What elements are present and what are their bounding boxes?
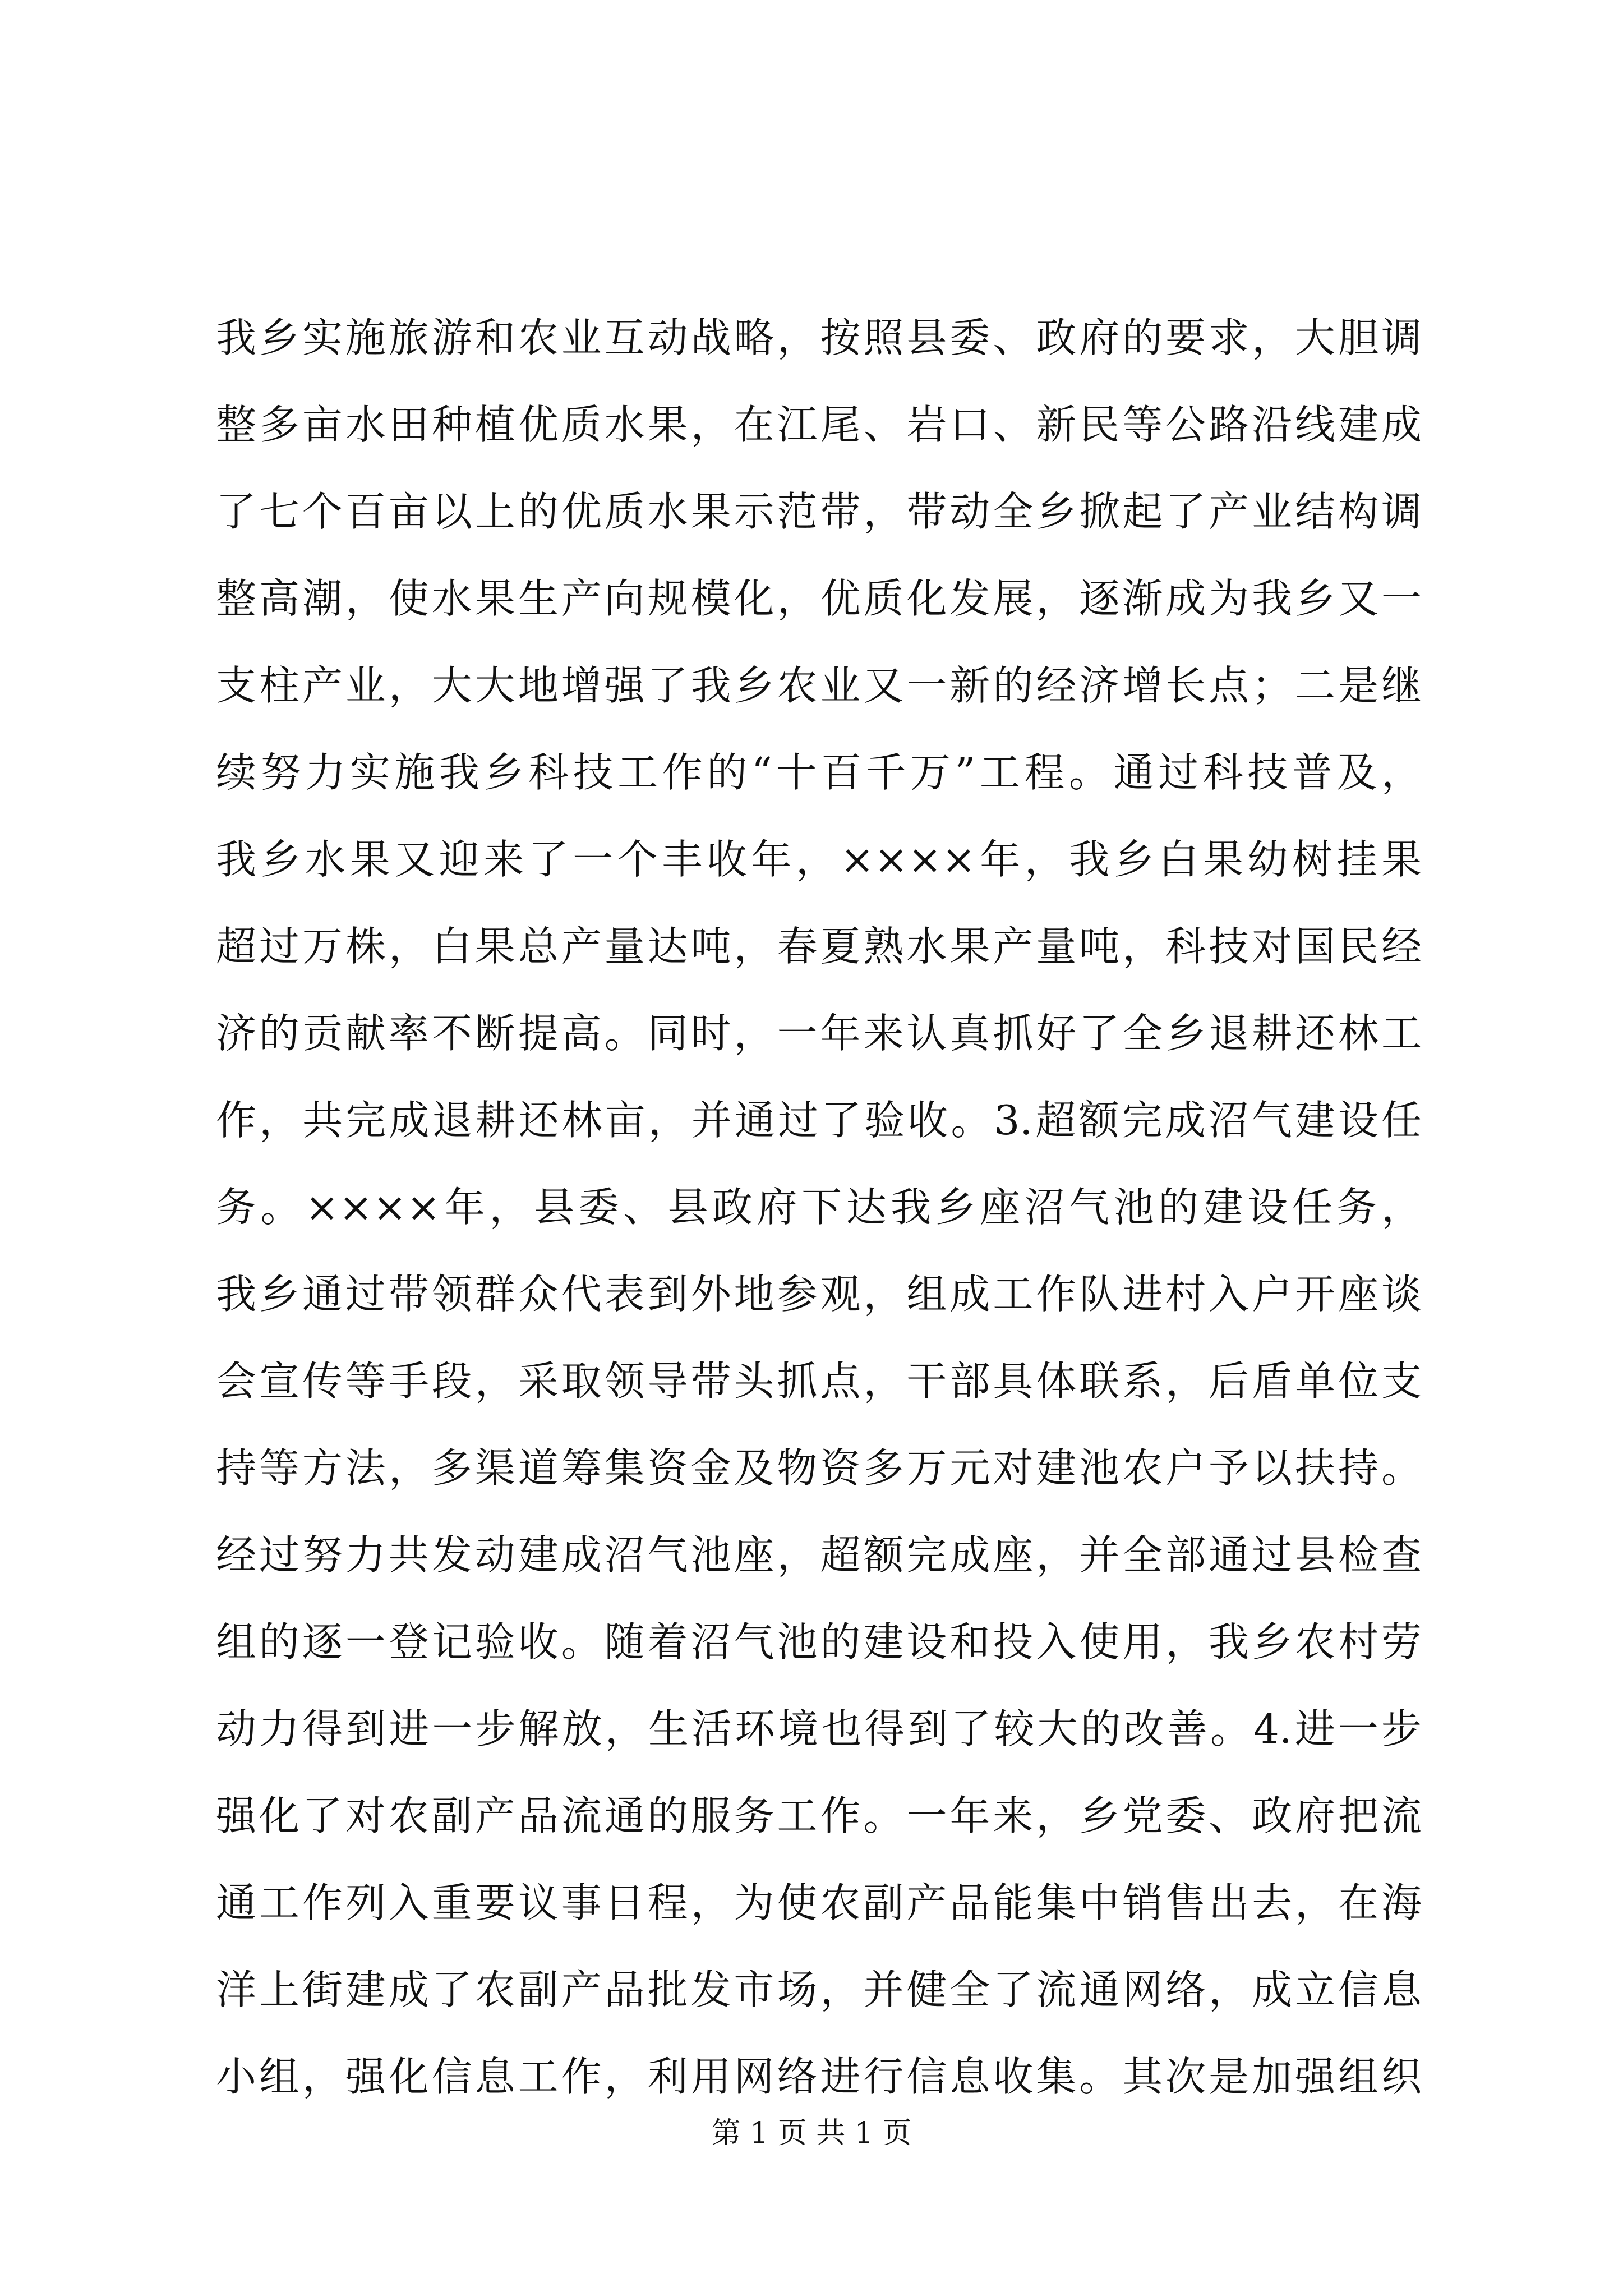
text-line: 整多亩水田种植优质水果，在江尾、岩口、新民等公路沿线建成 [216,401,1422,448]
text-line: 了七个百亩以上的优质水果示范带，带动全乡掀起了产业结构调 [216,488,1422,535]
text-line: 整高潮，使水果生产向规模化，优质化发展，逐渐成为我乡又一 [216,575,1422,622]
text-line: 小组，强化信息工作，利用网络进行信息收集。其次是加强组织 [216,2053,1422,2100]
text-line: 通工作列入重要议事日程，为使农副产品能集中销售出去，在海 [216,1879,1422,1926]
page-footer: 第 1 页 共 1 页 [711,2116,912,2150]
text-line: 经过努力共发动建成沼气池座，超额完成座，并全部通过县检查 [216,1531,1422,1579]
body-paragraph [216,295,1422,2120]
text-line: 强化了对农副产品流通的服务工作。一年来，乡党委、政府把流 [216,1792,1422,1839]
text-line: 动力得到进一步解放，生活环境也得到了较大的改善。4.进一步 [216,1705,1422,1752]
text-line: 务。××××年，县委、县政府下达我乡座沼气池的建设任务， [216,1184,1422,1231]
text-line: 超过万株，白果总产量达吨，春夏熟水果产量吨，科技对国民经 [216,923,1422,970]
text-line: 作，共完成退耕还林亩，并通过了验收。3.超额完成沼气建设任 [216,1097,1422,1144]
text-line: 济的贡献率不断提高。同时，一年来认真抓好了全乡退耕还林工 [216,1010,1422,1057]
text-line: 我乡实施旅游和农业互动战略，按照县委、政府的要求，大胆调 [216,314,1422,361]
text-line: 支柱产业，大大地增强了我乡农业又一新的经济增长点；二是继 [216,662,1422,709]
text-line: 组的逐一登记验收。随着沼气池的建设和投入使用，我乡农村劳 [216,1618,1422,1665]
text-line: 会宣传等手段，采取领导带头抓点，干部具体联系，后盾单位支 [216,1358,1422,1405]
text-line: 我乡水果又迎来了一个丰收年，××××年，我乡白果幼树挂果 [216,836,1422,883]
text-line: 持等方法，多渠道筹集资金及物资多万元对建池农户予以扶持。 [216,1444,1422,1492]
text-line: 洋上街建成了农副产品批发市场，并健全了流通网络，成立信息 [216,1966,1422,2013]
text-line: 我乡通过带领群众代表到外地参观，组成工作队进村入户开座谈 [216,1271,1422,1318]
text-line: 续努力实施我乡科技工作的“十百千万”工程。通过科技普及， [216,749,1422,796]
